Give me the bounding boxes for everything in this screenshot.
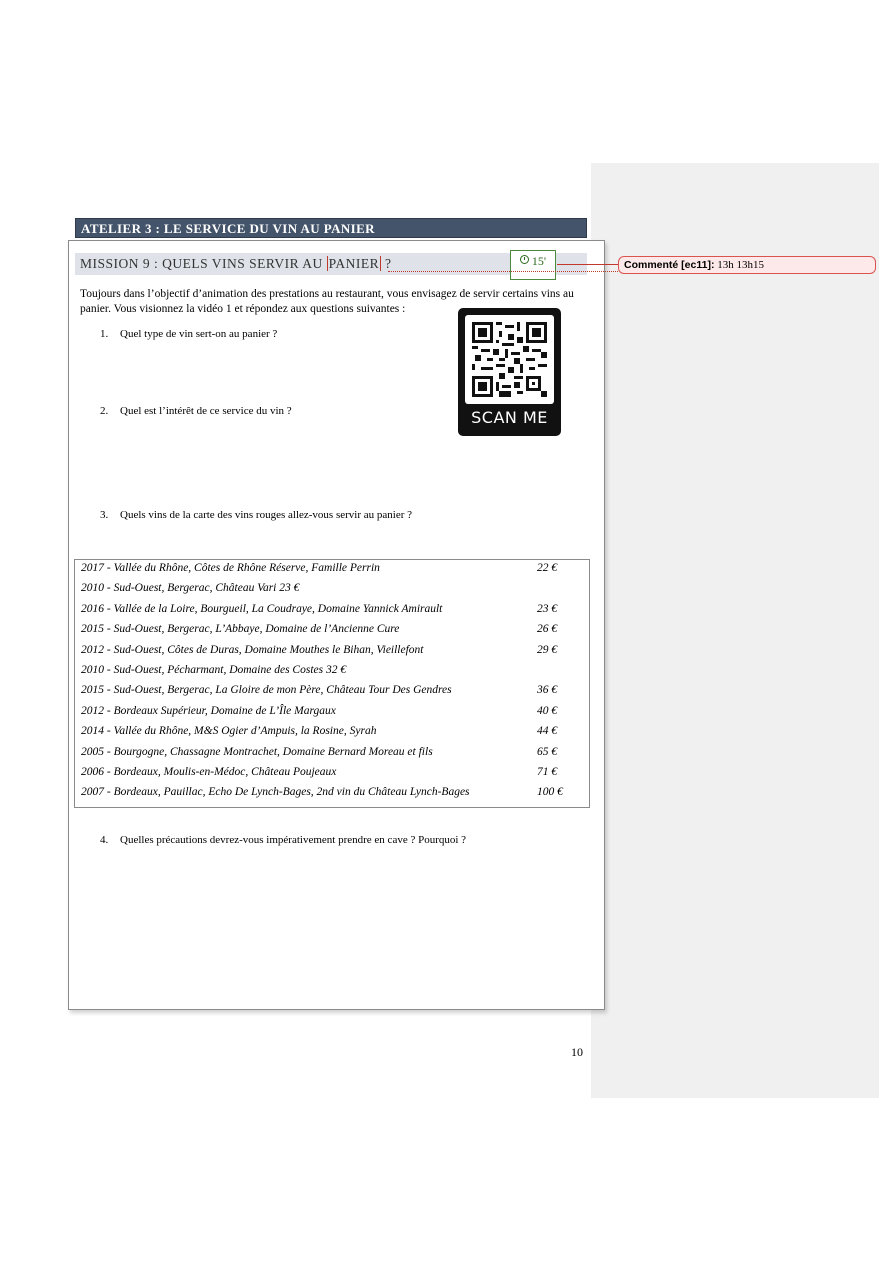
wine-price: 22 € — [537, 562, 558, 574]
page-number: 10 — [571, 1045, 583, 1059]
question-text: Quel type de vin sert-on au panier ? — [120, 328, 278, 340]
timer-box — [510, 250, 556, 280]
wine-price: 40 € — [537, 705, 558, 717]
comment-anchor-line — [388, 271, 618, 272]
question-number: 4. — [100, 834, 109, 846]
wine-row — [81, 786, 586, 806]
timer-label: 15' — [531, 254, 547, 268]
wine-price: 100 € — [537, 786, 563, 798]
mission-suffix: ? — [381, 256, 392, 271]
wine-price: 36 € — [537, 684, 558, 696]
wine-name: 2012 - Sud-Ouest, Côtes de Duras, Domaine Mouthes le Bihan, Vieillefont — [81, 644, 424, 656]
wine-name: 2006 - Bordeaux, Moulis-en-Médoc, Château Poujeaux — [81, 766, 337, 778]
wine-price: 44 € — [537, 725, 558, 737]
wine-price: 23 € — [537, 603, 558, 615]
wine-row — [81, 746, 586, 766]
wine-row — [81, 603, 586, 623]
comment-margin-pane — [591, 163, 879, 1098]
wine-price: 65 € — [537, 746, 558, 758]
wine-row — [81, 725, 586, 745]
atelier-title: ATELIER 3 : LE SERVICE DU VIN AU PANIER — [75, 218, 587, 238]
wine-name: 2015 - Sud-Ouest, Bergerac, L’Abbaye, Domaine de l’Ancienne Cure — [81, 623, 400, 635]
intro-paragraph: Toujours dans l’objectif d’animation des prestations au restaurant, vous envisagez de servir certains vins au panier. Vous visionnez la vidéo 1 et répondez aux questions suivantes : — [80, 288, 574, 315]
wine-name: 2010 - Sud-Ouest, Bergerac, Château Vari 23 € — [81, 582, 300, 594]
clock-icon — [520, 255, 529, 264]
wine-name: 2005 - Bourgogne, Chassagne Montrachet, Domaine Bernard Moreau et fils — [81, 746, 433, 758]
wine-name: 2010 - Sud-Ouest, Pécharmant, Domaine des Costes 32 € — [81, 664, 347, 676]
wine-name: 2017 - Vallée du Rhône, Côtes de Rhône Réserve, Famille Perrin — [81, 562, 380, 574]
wine-name: 2016 - Vallée de la Loire, Bourgueil, La Coudraye, Domaine Yannick Amirault — [81, 603, 443, 615]
wine-row — [81, 664, 586, 684]
wine-row — [81, 705, 586, 725]
question-text: Quel est l’intérêt de ce service du vin ? — [120, 405, 292, 417]
qr-code-icon — [472, 322, 547, 397]
question-number: 1. — [100, 328, 109, 340]
wine-row — [81, 684, 586, 704]
qr-code-card[interactable] — [458, 308, 561, 436]
wine-row — [81, 644, 586, 664]
question-text: Quels vins de la carte des vins rouges allez-vous servir au panier ? — [120, 509, 413, 521]
question-number: 3. — [100, 509, 109, 521]
wine-list-table — [74, 559, 590, 808]
wine-name: 2014 - Vallée du Rhône, M&S Ogier d’Ampuis, la Rosine, Syrah — [81, 725, 377, 737]
wine-row — [81, 582, 586, 602]
wine-price: 29 € — [537, 644, 558, 656]
comment-text: 13h 13h15 — [714, 259, 764, 271]
wine-row — [81, 562, 586, 582]
comment-connector — [557, 264, 618, 265]
mission-prefix: MISSION 9 : QUELS VINS SERVIR AU — [80, 256, 327, 271]
mission-highlight[interactable]: PANIER — [328, 256, 380, 271]
wine-row — [81, 623, 586, 643]
wine-price: 26 € — [537, 623, 558, 635]
wine-name: 2015 - Sud-Ouest, Bergerac, La Gloire de mon Père, Château Tour Des Gendres — [81, 684, 452, 696]
wine-price: 71 € — [537, 766, 558, 778]
wine-name: 2012 - Bordeaux Supérieur, Domaine de L’Île Margaux — [81, 705, 336, 717]
qr-scan-label: SCAN ME — [471, 408, 548, 427]
comment-author: Commenté [ec11]: — [624, 259, 715, 271]
question-number: 2. — [100, 405, 109, 417]
question-text: Quelles précautions devrez-vous impérativement prendre en cave ? Pourquoi ? — [120, 834, 467, 846]
comment-balloon[interactable] — [618, 256, 876, 274]
wine-name: 2007 - Bordeaux, Pauillac, Echo De Lynch-Bages, 2nd vin du Château Lynch-Bages — [81, 786, 470, 798]
wine-row — [81, 766, 586, 786]
